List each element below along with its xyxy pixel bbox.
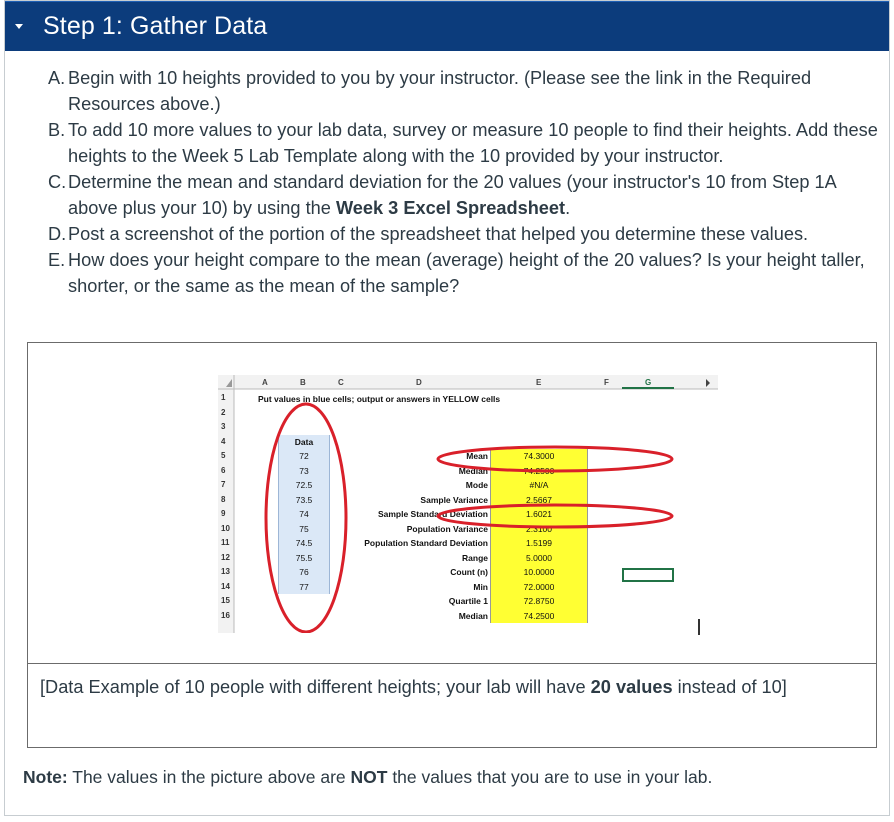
step-text: Determine the mean and standard deviation for the 20 values (your instructor's 10 from Step 1A above plus your 10) by using the (68, 172, 836, 218)
selected-cell[interactable] (622, 568, 674, 582)
step-item-d (23, 221, 885, 247)
step-text: How does your height compare to the mean (average) height of the 20 values? Is your height taller, shorter, or the same as the mean of the sample? (68, 250, 865, 296)
data-header-cell: Data (278, 435, 330, 450)
data-value-cell: 72.5 (278, 478, 330, 493)
data-value-cell: 75.5 (278, 551, 330, 566)
column-header-g: G (645, 378, 652, 387)
step-letter: E. (48, 250, 66, 270)
stat-label: Min (473, 581, 488, 592)
column-header-d: D (416, 378, 422, 387)
row-number: 15 (221, 596, 230, 605)
stat-value-cell: 74.2500 (490, 609, 588, 624)
data-value-cell: 74 (278, 507, 330, 522)
data-value-cell: 77 (278, 580, 330, 595)
step-letter: D. (48, 224, 67, 244)
figure-divider (28, 663, 876, 664)
data-value-cell: 76 (278, 565, 330, 580)
note (23, 765, 712, 789)
data-value-cell: 74.5 (278, 536, 330, 551)
stat-value-cell: 2.3100 (490, 522, 588, 537)
data-value-cell: 73 (278, 464, 330, 479)
caret-down-icon[interactable] (15, 24, 23, 29)
row-number: 14 (221, 581, 230, 591)
step-letter: B. (48, 120, 66, 140)
step-header-toggle[interactable] (5, 1, 889, 51)
row-number: 2 (221, 407, 226, 417)
step-item-c (23, 169, 885, 221)
stat-label: Count (n) (450, 567, 488, 577)
row-number: 16 (221, 610, 230, 620)
spreadsheet-name: Week 3 Excel Spreadsheet (335, 198, 566, 218)
stat-label: Mode (465, 480, 488, 490)
step-text-end: . (565, 198, 571, 218)
row-number: 7 (221, 480, 226, 489)
column-header-c: C (338, 378, 344, 387)
row-number: 1 (221, 393, 226, 402)
stat-label: Median (458, 610, 488, 621)
step-text: Post a screenshot of the portion of the spreadsheet that helped you determine these values. (68, 224, 809, 244)
row-number: 6 (221, 465, 226, 475)
stat-value-cell: 74.3000 (490, 449, 588, 464)
stat-label: Population Variance (406, 523, 488, 534)
row-number: 12 (221, 552, 230, 562)
step-item-e (23, 247, 885, 299)
stat-label: Median (458, 465, 488, 476)
stat-value-cell: 5.0000 (490, 551, 588, 566)
step-panel (4, 0, 890, 816)
stat-value-cell: 10.0000 (490, 565, 588, 580)
note-text: The values in the picture above are (67, 767, 351, 787)
row-number: 3 (221, 422, 226, 431)
caption-emphasis: 20 values (590, 677, 673, 697)
step-title: Step 1: Gather Data (43, 12, 268, 40)
stat-label: Sample Variance (420, 494, 488, 505)
stat-label: Quartile 1 (448, 596, 488, 606)
step-letter: A. (48, 68, 66, 88)
row-number: 13 (221, 567, 230, 576)
stat-label: Population Standard Deviation (364, 538, 488, 548)
stat-label: Mean (466, 451, 488, 461)
stat-label: Range (462, 552, 488, 563)
spreadsheet-screenshot (218, 375, 718, 633)
note-label: Note: (23, 767, 68, 787)
step-text: To add 10 more values to your lab data, survey or measure 10 people to find their heights. Add these heights to the Week 5 Lab Template along with the 10 provided by your instructor. (68, 120, 878, 166)
figure-caption (40, 673, 868, 702)
caption-text-end: instead of 10] (672, 677, 787, 697)
spreadsheet-instruction: Put values in blue cells; output or answers in YELLOW cells (258, 394, 501, 404)
row-number: 11 (221, 538, 230, 547)
stat-value-cell: 1.5199 (490, 536, 588, 551)
note-emphasis: NOT (350, 767, 388, 787)
row-number: 10 (221, 523, 230, 533)
step-item-b (23, 117, 885, 169)
step-letter: C. (48, 172, 67, 192)
column-header-e: E (536, 378, 542, 387)
stat-value-cell: 1.6021 (490, 507, 588, 522)
row-number: 4 (221, 436, 226, 446)
note-text-end: the values that you are to use in your lab. (387, 767, 713, 787)
column-header-b: B (300, 378, 306, 387)
data-value-cell: 72 (278, 449, 330, 464)
column-header-f: F (604, 378, 609, 387)
row-number: 9 (221, 509, 226, 518)
data-value-cell: 73.5 (278, 493, 330, 508)
stat-value-cell: 74.2500 (490, 464, 588, 479)
example-figure (27, 342, 877, 748)
step-text: Begin with 10 heights provided to you by your instructor. (Please see the link in the Required Resources above.) (68, 68, 812, 114)
stat-value-cell: #N/A (490, 478, 588, 493)
step-list (23, 65, 885, 299)
step-item-a (23, 65, 885, 117)
stat-value-cell: 72.0000 (490, 580, 588, 595)
stat-value-cell: 72.8750 (490, 594, 588, 609)
caption-text: [Data Example of 10 people with different heights; your lab will have (40, 677, 591, 697)
stat-value-cell: 2.5667 (490, 493, 588, 508)
row-number: 5 (221, 451, 226, 460)
column-header-a: A (262, 378, 268, 387)
data-value-cell: 75 (278, 522, 330, 537)
text-cursor (698, 619, 700, 635)
stat-label: Sample Standard Deviation (377, 509, 488, 519)
row-number: 8 (221, 494, 226, 504)
